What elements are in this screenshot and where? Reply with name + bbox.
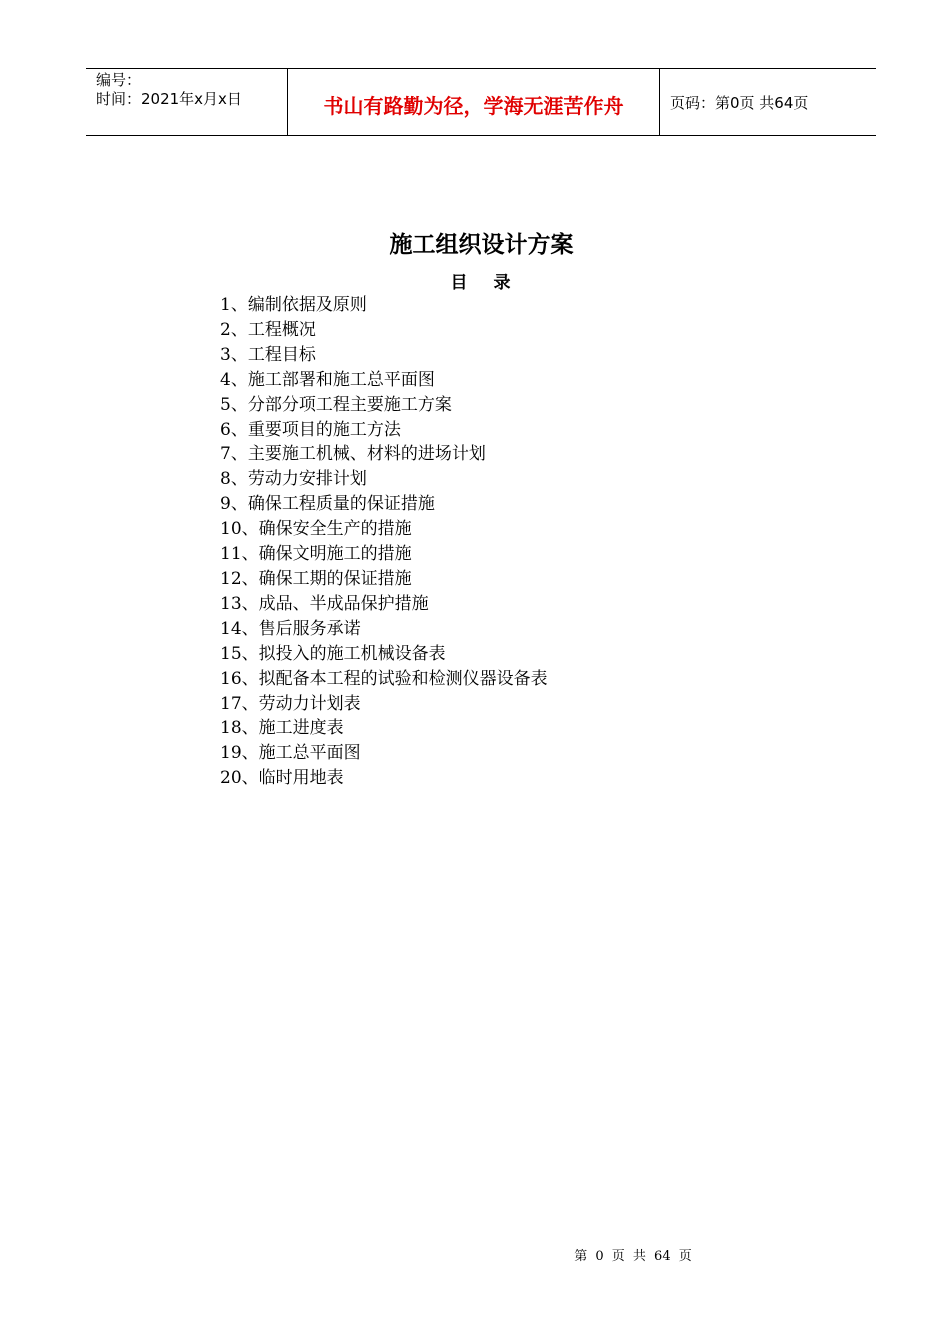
toc-item: 6、重要项目的施工方法 xyxy=(220,419,401,440)
toc-item: 12、确保工期的保证措施 xyxy=(220,568,412,589)
header-meta xyxy=(86,69,288,135)
toc-item: 14、售后服务承诺 xyxy=(220,618,361,639)
toc-heading: 目 录 xyxy=(450,273,513,293)
toc-item: 16、拟配备本工程的试验和检测仪器设备表 xyxy=(220,668,548,689)
toc-item: 3、工程目标 xyxy=(220,344,316,365)
header-motto xyxy=(288,69,660,135)
time-label: 时间：2021年x月x日 xyxy=(96,90,242,108)
toc-item: 19、施工总平面图 xyxy=(220,743,361,764)
toc-item: 13、成品、半成品保护措施 xyxy=(220,593,429,614)
table-of-contents xyxy=(220,293,548,791)
toc-item: 17、劳动力计划表 xyxy=(220,693,361,714)
toc-item: 8、劳动力安排计划 xyxy=(220,469,367,490)
toc-item: 7、主要施工机械、材料的进场计划 xyxy=(220,444,486,465)
toc-item: 9、确保工程质量的保证措施 xyxy=(220,494,435,515)
toc-item: 18、施工进度表 xyxy=(220,718,344,739)
number-label: 编号： xyxy=(96,71,142,89)
page-header xyxy=(86,68,876,136)
toc-item: 1、编制依据及原则 xyxy=(220,295,367,315)
toc-item: 20、临时用地表 xyxy=(220,768,344,789)
motto-text: 书山有路勤为径，学海无涯苦作舟 xyxy=(323,93,624,118)
header-page-info xyxy=(660,69,876,135)
toc-item: 10、确保安全生产的措施 xyxy=(220,519,412,540)
toc-item: 15、拟投入的施工机械设备表 xyxy=(220,643,446,664)
document-title: 施工组织设计方案 xyxy=(389,232,574,258)
page-info-text: 页码：第0页 共64页 xyxy=(670,93,809,112)
toc-item: 5、分部分项工程主要施工方案 xyxy=(220,394,452,415)
toc-item: 2、工程概况 xyxy=(220,319,316,340)
toc-item: 11、确保文明施工的措施 xyxy=(220,544,412,565)
page-footer: 第 0 页 共 64 页 xyxy=(574,1249,692,1264)
toc-item: 4、施工部署和施工总平面图 xyxy=(220,369,435,390)
